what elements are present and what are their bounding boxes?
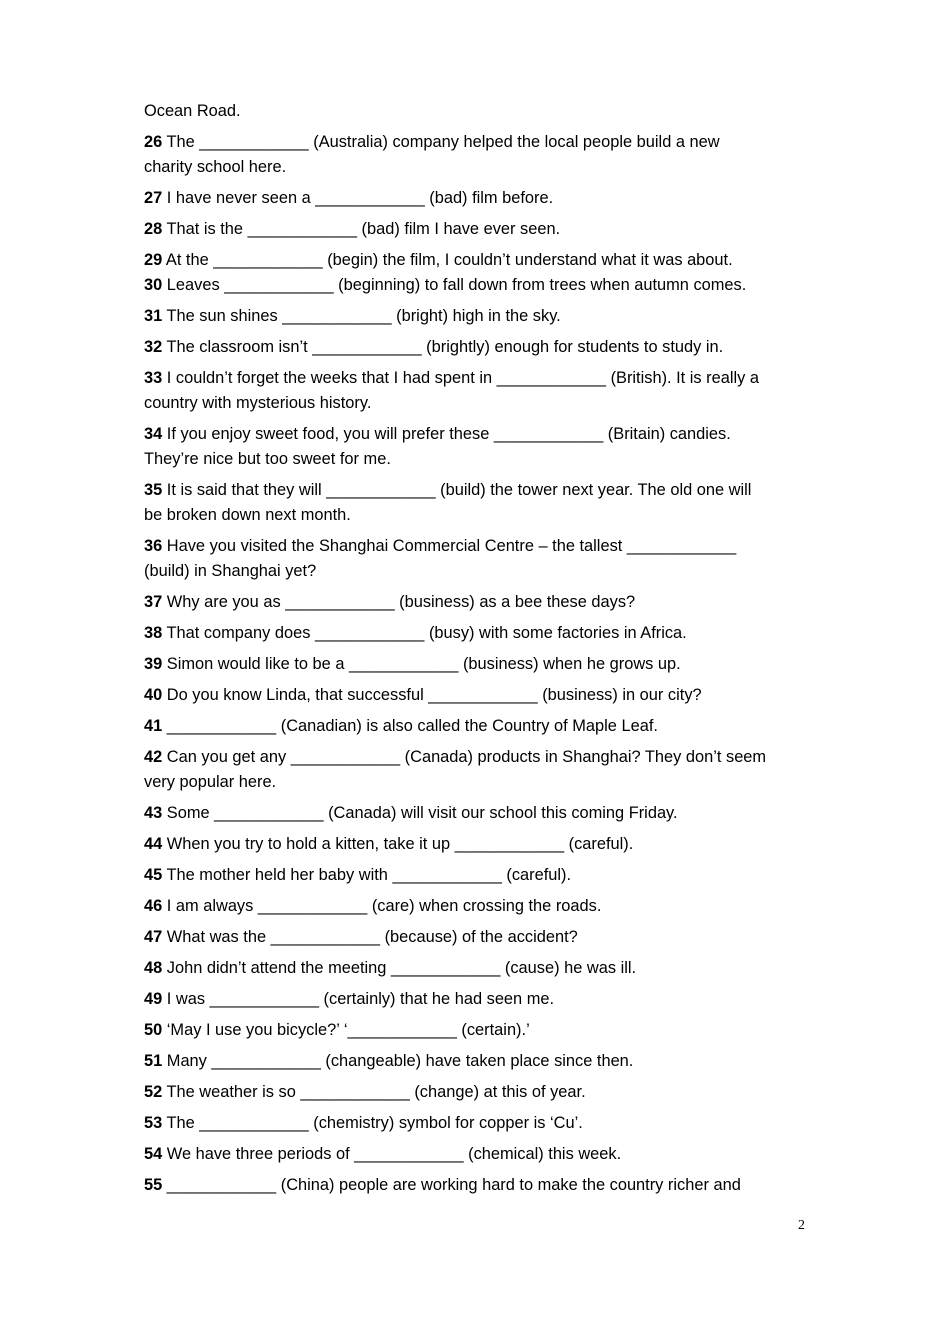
item-text-line: If you enjoy sweet food, you will prefer these ____________ (Britain) candies. xyxy=(162,425,731,443)
exercise-item xyxy=(144,714,824,739)
item-number: 32 xyxy=(144,338,163,356)
item-text-line: be broken down next month. xyxy=(144,506,351,524)
item-text-line: Can you get any ____________ (Canada) products in Shanghai? They don’t seem xyxy=(162,748,767,766)
item-text-line: Some ____________ (Canada) will visit our school this coming Friday. xyxy=(162,804,678,822)
item-text-line: I have never seen a ____________ (bad) film before. xyxy=(162,189,554,207)
item-number: 53 xyxy=(144,1114,163,1132)
item-number: 33 xyxy=(144,369,163,387)
item-number: 54 xyxy=(144,1145,163,1163)
item-text-line: The classroom isn’t ____________ (brightly) enough for students to study in. xyxy=(162,338,724,356)
item-text-line: They’re nice but too sweet for me. xyxy=(144,450,391,468)
exercise-item xyxy=(144,422,824,472)
item-text-line: Why are you as ____________ (business) as a bee these days? xyxy=(162,593,636,611)
page-number: 2 xyxy=(798,1218,805,1233)
exercise-item xyxy=(144,273,824,298)
item-number: 38 xyxy=(144,624,163,642)
exercise-item xyxy=(144,248,824,273)
item-text-line: Leaves ____________ (beginning) to fall down from trees when autumn comes. xyxy=(162,276,747,294)
item-number: 29 xyxy=(144,251,163,269)
document-page xyxy=(144,99,824,1204)
item-number: 37 xyxy=(144,593,163,611)
item-number: 31 xyxy=(144,307,163,325)
exercise-item xyxy=(144,925,824,950)
exercise-item xyxy=(144,1111,824,1136)
item-text-line: (build) in Shanghai yet? xyxy=(144,562,317,580)
item-number: 45 xyxy=(144,866,163,884)
item-number: 28 xyxy=(144,220,163,238)
exercise-item xyxy=(144,863,824,888)
exercise-item xyxy=(144,217,824,242)
exercise-item xyxy=(144,652,824,677)
item-text-line: I am always ____________ (care) when crossing the roads. xyxy=(162,897,602,915)
item-text-line: country with mysterious history. xyxy=(144,394,372,412)
exercise-item xyxy=(144,683,824,708)
exercise-item xyxy=(144,832,824,857)
item-number: 34 xyxy=(144,425,163,443)
exercise-item xyxy=(144,130,824,180)
item-text-line: The ____________ (Australia) company helped the local people build a new xyxy=(162,133,720,151)
item-text-line: Many ____________ (changeable) have taken place since then. xyxy=(162,1052,634,1070)
item-text-line: charity school here. xyxy=(144,158,287,176)
item-text-line: It is said that they will ____________ (build) the tower next year. The old one will xyxy=(162,481,752,499)
item-number: 36 xyxy=(144,537,163,555)
item-text-line: The sun shines ____________ (bright) high in the sky. xyxy=(162,307,561,325)
item-text-line: Have you visited the Shanghai Commercial Centre – the tallest ____________ xyxy=(162,537,737,555)
exercise-item xyxy=(144,745,824,795)
item-number: 39 xyxy=(144,655,163,673)
exercise-list xyxy=(144,130,824,1198)
item-text-line: The mother held her baby with ____________ (careful). xyxy=(162,866,572,884)
item-text-line: We have three periods of ____________ (chemical) this week. xyxy=(162,1145,622,1163)
exercise-item xyxy=(144,621,824,646)
item-text-line: The ____________ (chemistry) symbol for copper is ‘Cu’. xyxy=(162,1114,583,1132)
exercise-item xyxy=(144,956,824,981)
item-number: 52 xyxy=(144,1083,163,1101)
exercise-item xyxy=(144,304,824,329)
item-text-line: That company does ____________ (busy) with some factories in Africa. xyxy=(162,624,687,642)
exercise-item xyxy=(144,335,824,360)
exercise-item xyxy=(144,1142,824,1167)
item-text-line: At the ____________ (begin) the film, I couldn’t understand what it was about. xyxy=(162,251,733,269)
item-text-line: ‘May I use you bicycle?’ ‘____________ (certain).’ xyxy=(162,1021,530,1039)
item-number: 50 xyxy=(144,1021,163,1039)
exercise-item xyxy=(144,186,824,211)
exercise-item xyxy=(144,894,824,919)
item-number: 41 xyxy=(144,717,163,735)
exercise-item xyxy=(144,590,824,615)
item-text-line: John didn’t attend the meeting ____________ (cause) he was ill. xyxy=(162,959,637,977)
exercise-item xyxy=(144,366,824,416)
item-number: 42 xyxy=(144,748,163,766)
item-number: 44 xyxy=(144,835,163,853)
item-number: 35 xyxy=(144,481,163,499)
item-text-line: very popular here. xyxy=(144,773,277,791)
exercise-item xyxy=(144,1018,824,1043)
exercise-item xyxy=(144,1080,824,1105)
intro-text: Ocean Road. xyxy=(144,102,241,120)
item-text-line: When you try to hold a kitten, take it up ____________ (careful). xyxy=(162,835,634,853)
exercise-item xyxy=(144,1049,824,1074)
item-text-line: Simon would like to be a ____________ (business) when he grows up. xyxy=(162,655,681,673)
exercise-item xyxy=(144,478,824,528)
item-text-line: ____________ (Canadian) is also called the Country of Maple Leaf. xyxy=(162,717,658,735)
item-text-line: Do you know Linda, that successful ____________ (business) in our city? xyxy=(162,686,702,704)
item-text-line: I couldn’t forget the weeks that I had spent in ____________ (British). It is really a xyxy=(162,369,760,387)
item-number: 30 xyxy=(144,276,163,294)
item-number: 47 xyxy=(144,928,163,946)
exercise-item xyxy=(144,534,824,584)
item-number: 55 xyxy=(144,1176,163,1194)
item-text-line: The weather is so ____________ (change) at this of year. xyxy=(162,1083,586,1101)
item-number: 27 xyxy=(144,189,163,207)
item-number: 51 xyxy=(144,1052,163,1070)
exercise-item xyxy=(144,987,824,1012)
exercise-item xyxy=(144,1173,824,1198)
exercise-item xyxy=(144,801,824,826)
item-number: 43 xyxy=(144,804,163,822)
item-number: 46 xyxy=(144,897,163,915)
item-text-line: What was the ____________ (because) of the accident? xyxy=(162,928,578,946)
item-text-line: ____________ (China) people are working hard to make the country richer and xyxy=(162,1176,741,1194)
item-number: 49 xyxy=(144,990,163,1008)
item-number: 40 xyxy=(144,686,163,704)
item-text-line: That is the ____________ (bad) film I have ever seen. xyxy=(162,220,561,238)
item-number: 48 xyxy=(144,959,163,977)
item-text-line: I was ____________ (certainly) that he had seen me. xyxy=(162,990,555,1008)
item-number: 26 xyxy=(144,133,163,151)
